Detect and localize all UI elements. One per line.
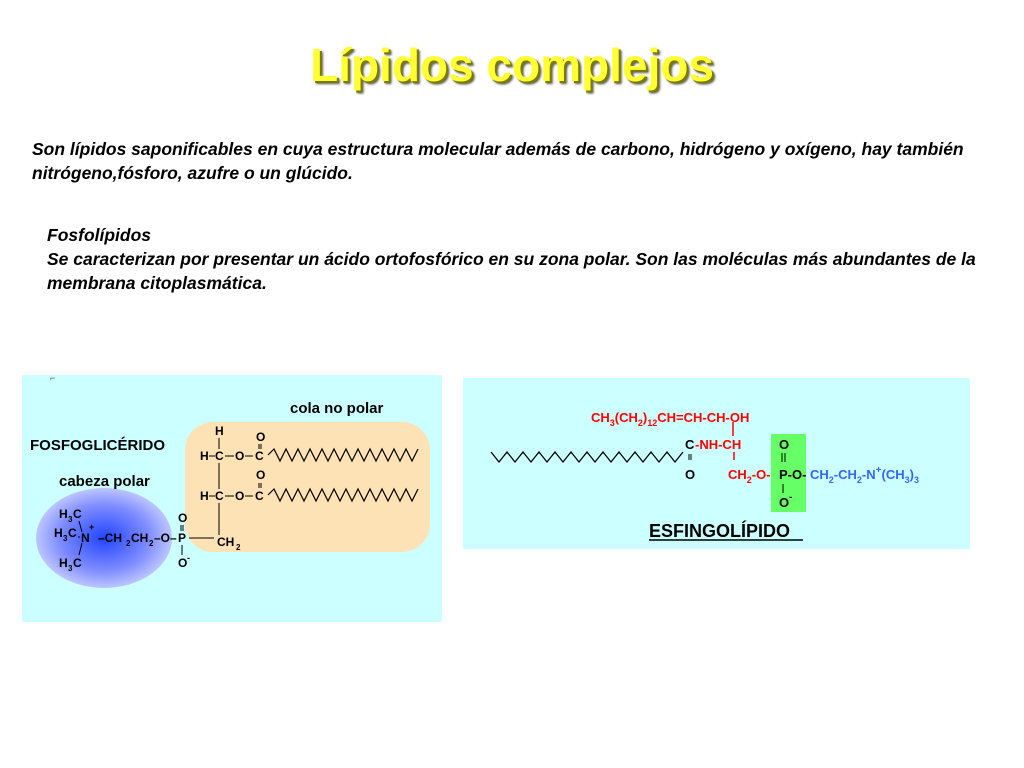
svg-text:–O–: –O– bbox=[154, 531, 177, 545]
svg-text:H: H bbox=[200, 489, 209, 503]
svg-text:H: H bbox=[54, 526, 63, 540]
svg-text:O: O bbox=[779, 437, 790, 452]
svg-text:O: O bbox=[256, 468, 266, 482]
svg-text:O: O bbox=[256, 430, 266, 444]
fosfolipidos-text: Se caracterizan por presentar un ácido ortofosfórico en su zona polar. Son las moléculas más abundantes de la membrana citoplasmática. bbox=[47, 249, 976, 293]
fosfoglicerido-diagram bbox=[22, 375, 442, 622]
svg-text:C: C bbox=[685, 437, 695, 452]
svg-text:3: 3 bbox=[68, 564, 73, 573]
svg-text:C: C bbox=[68, 526, 77, 540]
svg-text:O: O bbox=[235, 489, 245, 503]
label-fosfoglicerido: FOSFOGLICÉRIDO bbox=[30, 437, 165, 454]
svg-text:C: C bbox=[73, 556, 82, 570]
svg-text:O: O bbox=[235, 449, 245, 463]
svg-text:C: C bbox=[255, 489, 264, 503]
svg-text:+: + bbox=[89, 522, 95, 532]
svg-text:3: 3 bbox=[63, 534, 68, 543]
svg-text:CH2-O-: $CH_2-O-$ bbox=[728, 467, 771, 485]
esfingolipido-figure bbox=[463, 378, 970, 549]
label-esfingolipido: ESFINGOLÍPIDO bbox=[649, 521, 791, 541]
tail-region bbox=[185, 422, 430, 552]
svg-text:-NH-CH: -NH-CH bbox=[695, 437, 742, 452]
svg-text:O: O bbox=[685, 467, 696, 482]
label-cola-no-polar: cola no polar bbox=[290, 400, 384, 417]
svg-text:2: 2 bbox=[126, 539, 131, 548]
svg-text:C: C bbox=[215, 449, 224, 463]
svg-text:C: C bbox=[73, 507, 82, 521]
svg-text:H: H bbox=[200, 449, 209, 463]
label-cabeza-polar: cabeza polar bbox=[59, 473, 150, 490]
svg-text:O: O bbox=[178, 556, 188, 570]
svg-text:N: N bbox=[81, 531, 90, 545]
svg-text:C: C bbox=[215, 489, 224, 503]
svg-text:H: H bbox=[59, 507, 68, 521]
svg-text:H: H bbox=[59, 556, 68, 570]
esfingolipido-diagram bbox=[463, 378, 970, 549]
fosfolipidos-section bbox=[47, 223, 987, 295]
svg-text:2: 2 bbox=[236, 543, 241, 552]
fatty-acid-chain bbox=[491, 452, 683, 462]
fosfoglicerido-figure bbox=[22, 375, 442, 622]
svg-text:C: C bbox=[255, 449, 264, 463]
svg-text:CH2-CH2-N+(CH3)3: $CH_2-CH_2-N^+(CH_3)_3$ bbox=[810, 465, 919, 485]
fosfolipidos-heading: Fosfolípidos bbox=[47, 225, 152, 245]
svg-text:2: 2 bbox=[149, 539, 154, 548]
svg-text:-: - bbox=[789, 492, 793, 503]
svg-text:CH: CH bbox=[131, 531, 149, 545]
svg-text:CH: CH bbox=[217, 535, 235, 549]
svg-text:P: P bbox=[178, 531, 187, 545]
sphingosine-formula: $CH_3(CH_2)_{12}CH=CH-CH-OH$ bbox=[591, 410, 750, 428]
svg-text:O: O bbox=[178, 511, 188, 525]
svg-text:3: 3 bbox=[68, 515, 73, 524]
svg-text:H: H bbox=[215, 424, 224, 438]
svg-text:–CH: –CH bbox=[98, 531, 123, 545]
slide-title: Lípidos complejos bbox=[310, 39, 714, 91]
intro-paragraph: Son lípidos saponificables en cuya estructura molecular además de carbono, hidrógeno y oxígeno, hay también nitrógeno,fósforo, azufre o un glúcido. bbox=[32, 139, 964, 183]
svg-text:⌐: ⌐ bbox=[50, 375, 56, 383]
svg-text:-: - bbox=[187, 553, 190, 563]
svg-text:O: O bbox=[779, 495, 790, 510]
svg-text:P-O-: P-O- bbox=[779, 467, 807, 482]
